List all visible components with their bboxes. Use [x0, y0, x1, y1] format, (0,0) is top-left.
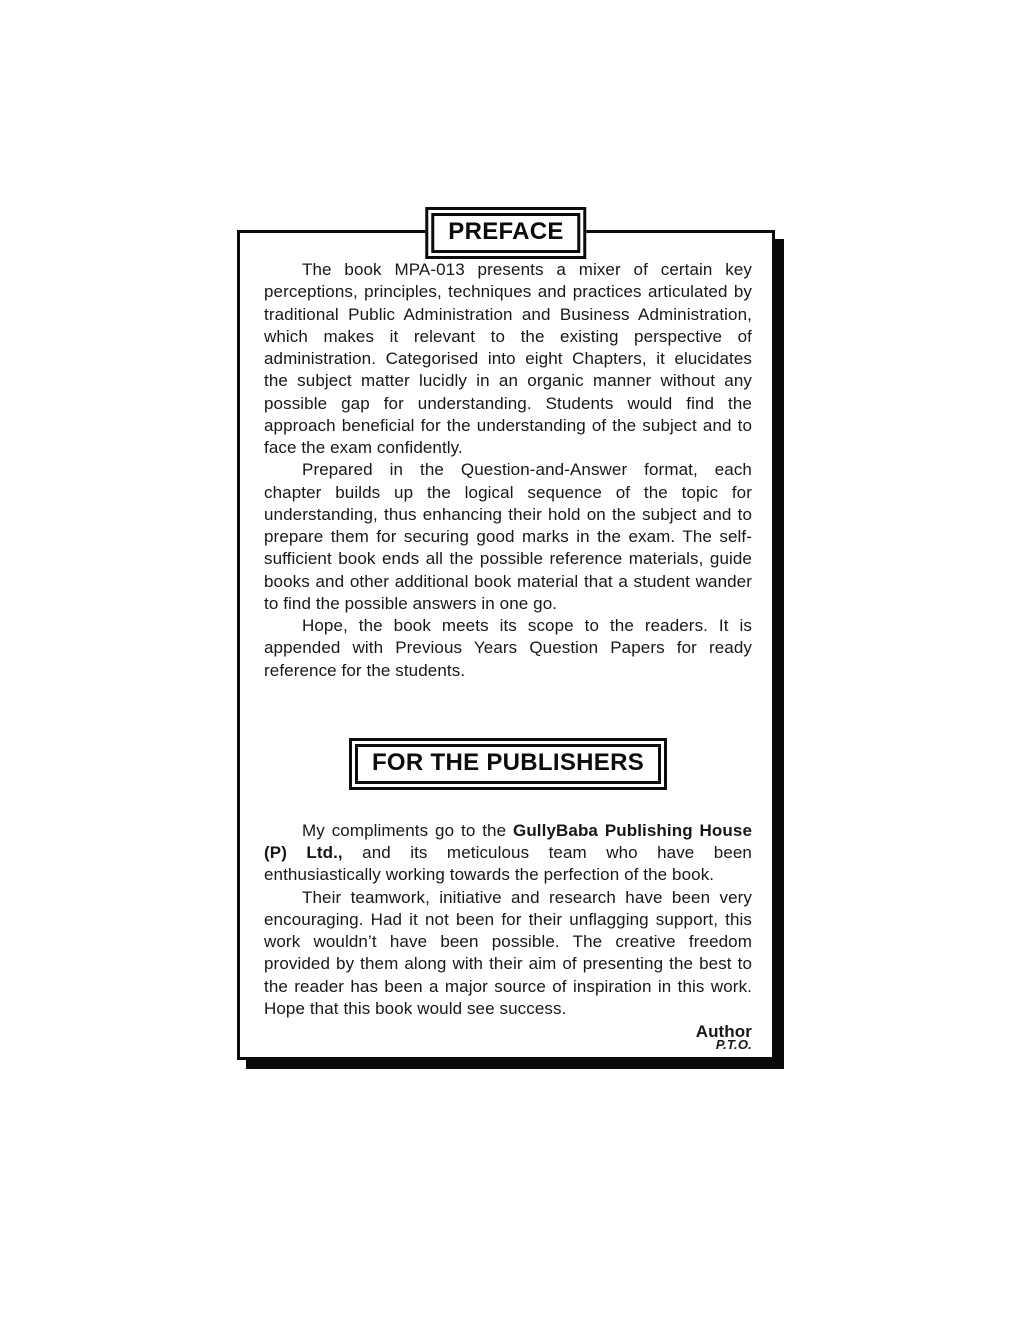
pto-note: P.T.O. [715, 1037, 752, 1052]
publishers-heading-box [349, 738, 667, 790]
preface-heading-label: PREFACE [431, 213, 580, 253]
preface-paragraph-3: Hope, the book meets its scope to the readers. It is appended with Previous Years Question Papers for ready reference for the students. [264, 616, 752, 680]
preface-heading-box [425, 207, 586, 259]
preface-sheet [237, 218, 775, 1060]
publishers-paragraph: Their teamwork, initiative and research have been very encouraging. Had it not been for their unflagging support, this work wouldn’t have been possible. The creative freedom provided by them along with their aim of presenting the best to the reader has been a major source of inspiration in this work. Hope that this book would see success. [264, 887, 752, 1018]
preface-paragraph-2: Prepared in the Question-and-Answer format, each chapter builds up the logical sequence of the topic for understanding, thus enhancing their hold on the subject and to prepare them for securing good marks in the exam. The self-sufficient book ends all the possible reference materials, guide books and other additional book material that a student wander to find the possible answers in one go. [264, 460, 752, 613]
page-body [240, 233, 772, 1043]
publisher-name-bold: GullyBaba Publishing House (P) Ltd., [264, 820, 752, 862]
publishers-intro-prefix: My compliments go to the [302, 820, 513, 840]
author-signature: Author [695, 1021, 752, 1041]
publishers-intro-paragraph [264, 820, 752, 887]
publishers-heading-label: FOR THE PUBLISHERS [355, 744, 661, 784]
publishers-intro-suffix: and its meticulous team who have been enthusiastically working towards the perfection of the book. [264, 843, 752, 885]
preface-paragraph-1: The book MPA-013 presents a mixer of certain key perceptions, principles, techniques and practices articulated by traditional Public Administration and Business Administration, which makes it relevant to the existing perspective of administration. Categorised into eight Chapters, it elucidates the subject matter lucidly in an organic manner without any possible gap for understanding. Students would find the approach beneficial for the understanding of the subject and to face the exam confidently. [264, 260, 752, 457]
